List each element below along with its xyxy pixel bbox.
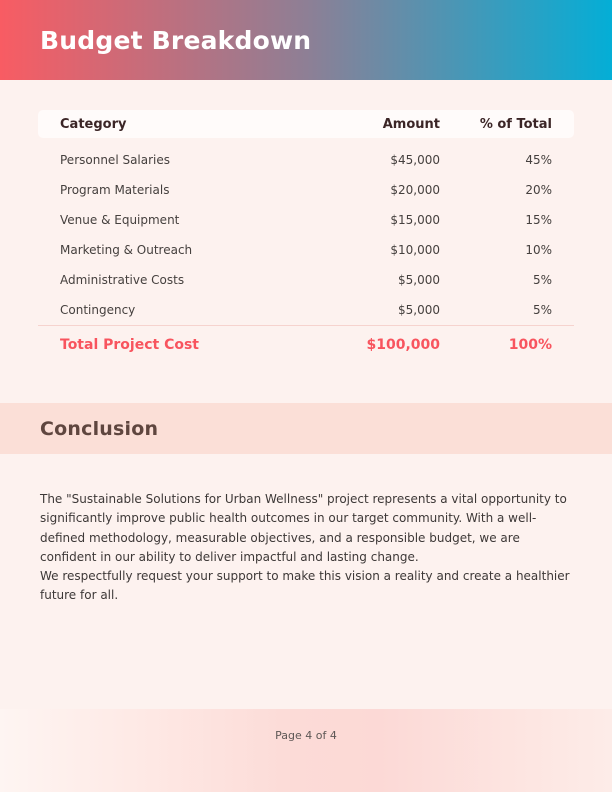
row-amount: $15,000 [390, 213, 440, 227]
row-category: Contingency [60, 303, 136, 317]
row-percent: 15% [525, 213, 552, 227]
table-total-row [38, 325, 574, 364]
table-row [38, 205, 574, 235]
budget-table [38, 110, 574, 364]
total-amount: $100,000 [366, 337, 440, 353]
conclusion-body [40, 490, 572, 606]
page-header-banner [0, 0, 612, 80]
conclusion-section-band [0, 403, 612, 454]
table-row [38, 235, 574, 265]
conclusion-paragraph: We respectfully request your support to make this vision a reality and create a healthier future for all. [40, 569, 570, 603]
total-label: Total Project Cost [60, 337, 199, 353]
row-amount: $10,000 [390, 243, 440, 257]
row-percent: 10% [525, 243, 552, 257]
column-header-percent: % of Total [479, 116, 552, 132]
row-amount: $5,000 [398, 273, 440, 287]
conclusion-paragraph: The "Sustainable Solutions for Urban Wellness" project represents a vital opportunity to significantly improve public health outcomes in our target community. With a well-defined methodology, measurable objectives, and a responsible budget, we are confident in our ability to deliver impactful and lasting change. [40, 492, 567, 564]
row-amount: $5,000 [398, 303, 440, 317]
total-percent: 100% [508, 337, 552, 353]
row-amount: $20,000 [390, 183, 440, 197]
row-percent: 5% [532, 273, 552, 287]
column-header-amount: Amount [382, 116, 440, 132]
table-row [38, 295, 574, 325]
column-header-category: Category [60, 116, 127, 132]
row-category: Administrative Costs [60, 273, 185, 287]
row-percent: 20% [525, 183, 552, 197]
conclusion-heading: Conclusion [40, 417, 159, 440]
row-amount: $45,000 [390, 153, 440, 167]
row-percent: 5% [532, 303, 552, 317]
page-number: Page 4 of 4 [275, 729, 337, 742]
row-category: Venue & Equipment [60, 213, 180, 227]
table-row [38, 145, 574, 175]
page-footer [0, 709, 612, 792]
row-category: Personnel Salaries [60, 153, 171, 167]
row-category: Program Materials [60, 183, 170, 197]
page-title: Budget Breakdown [40, 25, 312, 55]
row-percent: 45% [525, 153, 552, 167]
row-category: Marketing & Outreach [60, 243, 193, 257]
table-body [38, 145, 574, 325]
table-header-row [38, 110, 574, 138]
table-row [38, 265, 574, 295]
table-row [38, 175, 574, 205]
